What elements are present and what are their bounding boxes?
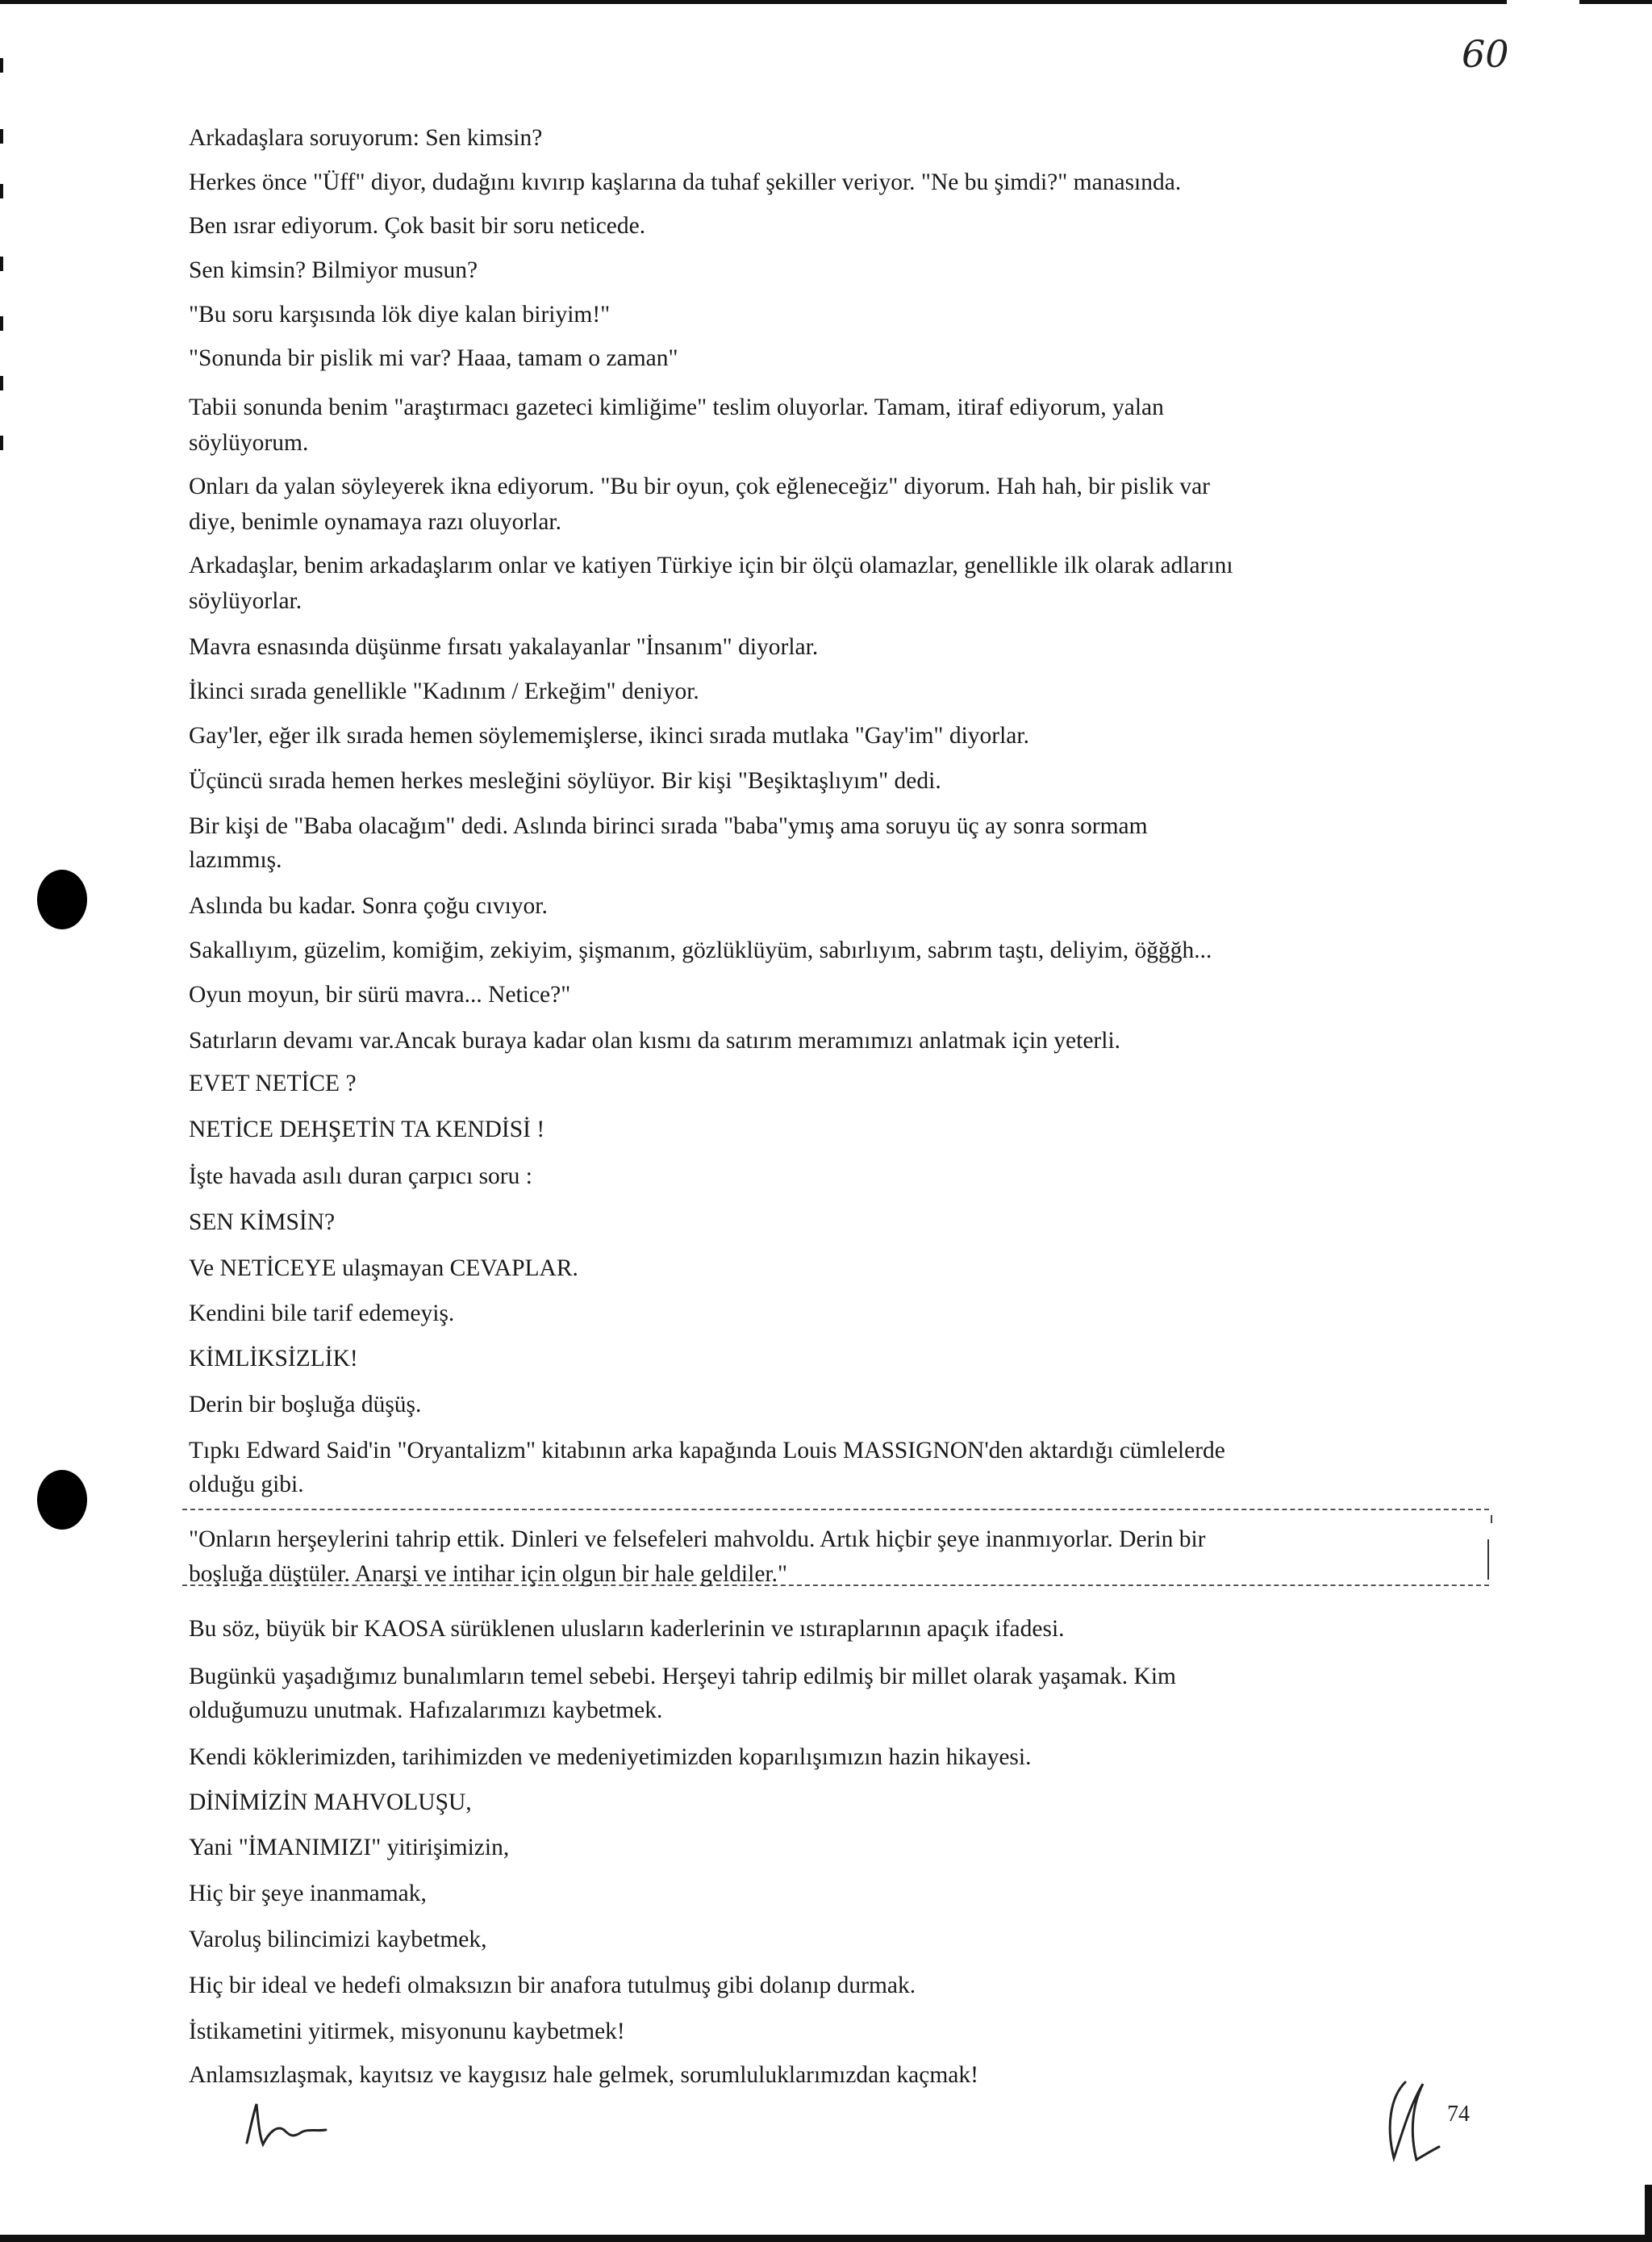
text-line: Oyun moyun, bir sürü mavra... Netice?"	[189, 982, 571, 1008]
text-line: SEN KİMSİN?	[189, 1209, 336, 1235]
initials-signature-right	[1378, 2077, 1442, 2166]
text-line: Gay'ler, eğer ilk sırada hemen söylememişlerse, ikinci sırada mutlaka "Gay'im" diyorlar.	[189, 723, 1029, 749]
text-line: Derin bir boşluğa düşüş.	[189, 1392, 422, 1417]
text-line: diye, benimle oynamaya razı oluyorlar.	[189, 509, 562, 535]
text-line: DİNİMİZİN MAHVOLUŞU,	[189, 1789, 472, 1815]
page-number: 74	[1447, 2102, 1470, 2127]
text-line: İkinci sırada genellikle "Kadınım / Erkeğim" deniyor.	[189, 678, 699, 704]
text-line: KİMLİKSİZLİK!	[189, 1346, 358, 1372]
text-line: Herkes önce "Üff" diyor, dudağını kıvırıp kaşlarına da tuhaf şekiller veriyor. "Ne bu şimdi?" manasında.	[189, 169, 1182, 195]
text-line: "Sonunda bir pislik mi var? Haaa, tamam o zaman"	[189, 345, 678, 371]
text-line: Sakallıyım, güzelim, komiğim, zekiyim, şişmanım, gözlüklüyüm, sabırlıyım, sabrım taştı, deliyim, öğğğh...	[189, 937, 1212, 963]
text-line: Varoluş bilincimizi kaybetmek,	[189, 1927, 487, 1952]
text-line: "Bu soru karşısında lök diye kalan biriyim!"	[189, 302, 611, 328]
text-line: söylüyorlar.	[189, 588, 302, 614]
text-line: Onları da yalan söyleyerek ikna ediyorum. "Bu bir oyun, çok eğleneceğiz" diyorum. Hah hah, bir pislik var	[189, 474, 1211, 499]
text-line: Arkadaşlar, benim arkadaşlarım onlar ve katiyen Türkiye için bir ölçü olamazlar, genellikle ilk olarak adlarını	[189, 553, 1233, 578]
text-line: Satırların devamı var.Ancak buraya kadar olan kısmı da satırım meramımızı anlatmak için yeterli.	[189, 1028, 1121, 1054]
quote-line: boşluğa düştüler. Anarşi ve intihar için olgun bir hale geldiler."	[189, 1561, 788, 1587]
text-line: Kendini bile tarif edemeyiş.	[189, 1301, 455, 1326]
text-line: Ben ısrar ediyorum. Çok basit bir soru neticede.	[189, 213, 646, 239]
text-line: Kendi köklerimizden, tarihimizden ve medeniyetimizden koparılışımızın hazin hikayesi.	[189, 1744, 1032, 1770]
text-line: lazımmış.	[189, 847, 282, 873]
text-line: Hiç bir şeye inanmamak,	[189, 1881, 427, 1906]
text-line: İşte havada asılı duran çarpıcı soru :	[189, 1163, 532, 1189]
text-line: Üçüncü sırada hemen herkes mesleğini söylüyor. Bir kişi "Beşiktaşlıyım" dedi.	[189, 768, 941, 794]
text-line: Tıpkı Edward Said'in "Oryantalizm" kitabının arka kapağında Louis MASSIGNON'den aktardığı cümlelerde	[189, 1438, 1225, 1463]
text-line: EVET NETİCE ?	[189, 1071, 357, 1096]
text-line: Aslında bu kadar. Sonra çoğu cıvıyor.	[189, 893, 548, 919]
text-line: Yani "İMANIMIZI" yitirişimizin,	[189, 1835, 510, 1860]
initials-signature-left	[242, 2098, 331, 2154]
text-line: Hiç bir ideal ve hedefi olmaksızın bir anafora tutulmuş gibi dolanıp durmak.	[189, 1973, 916, 1998]
text-line: Tabii sonunda benim "araştırmacı gazeteci kimliğime" teslim oluyorlar. Tamam, itiraf ediyorum, yalan	[189, 395, 1164, 420]
text-line: Mavra esnasında düşünme fırsatı yakalayanlar "İnsanım" diyorlar.	[189, 634, 819, 660]
handwritten-page-number: 60	[1462, 32, 1509, 76]
text-line: Sen kimsin? Bilmiyor musun?	[189, 257, 478, 283]
text-line: olduğu gibi.	[189, 1472, 304, 1497]
text-line: İstikametini yitirmek, misyonunu kaybetmek!	[189, 2019, 625, 2044]
quote-line: "Onların herşeylerini tahrip ettik. Dinleri ve felsefeleri mahvoldu. Artık hiçbir şeye inanmıyorlar. Derin bir	[189, 1526, 1206, 1552]
text-line: Arkadaşlara soruyorum: Sen kimsin?	[189, 125, 543, 151]
text-line: Anlamsızlaşmak, kayıtsız ve kaygısız hale gelmek, sorumluluklarımızdan kaçmak!	[189, 2062, 978, 2088]
text-line: Bu söz, büyük bir KAOSA sürüklenen ulusların kaderlerinin ve ıstıraplarının apaçık ifadesi.	[189, 1616, 1065, 1642]
text-line: Bugünkü yaşadığımız bunalımların temel sebebi. Herşeyi tahrip edilmiş bir millet olarak yaşamak. Kim	[189, 1664, 1176, 1689]
text-line: NETİCE DEHŞETİN TA KENDİSİ !	[189, 1117, 545, 1142]
text-line: söylüyorum.	[189, 430, 309, 456]
text-line: olduğumuzu unutmak. Hafızalarımızı kaybetmek.	[189, 1697, 663, 1723]
text-line: Bir kişi de "Baba olacağım" dedi. Aslında birinci sırada "baba"ymış ama soruyu üç ay sonra sormam	[189, 813, 1148, 839]
text-line: Ve NETİCEYE ulaşmayan CEVAPLAR.	[189, 1255, 578, 1281]
